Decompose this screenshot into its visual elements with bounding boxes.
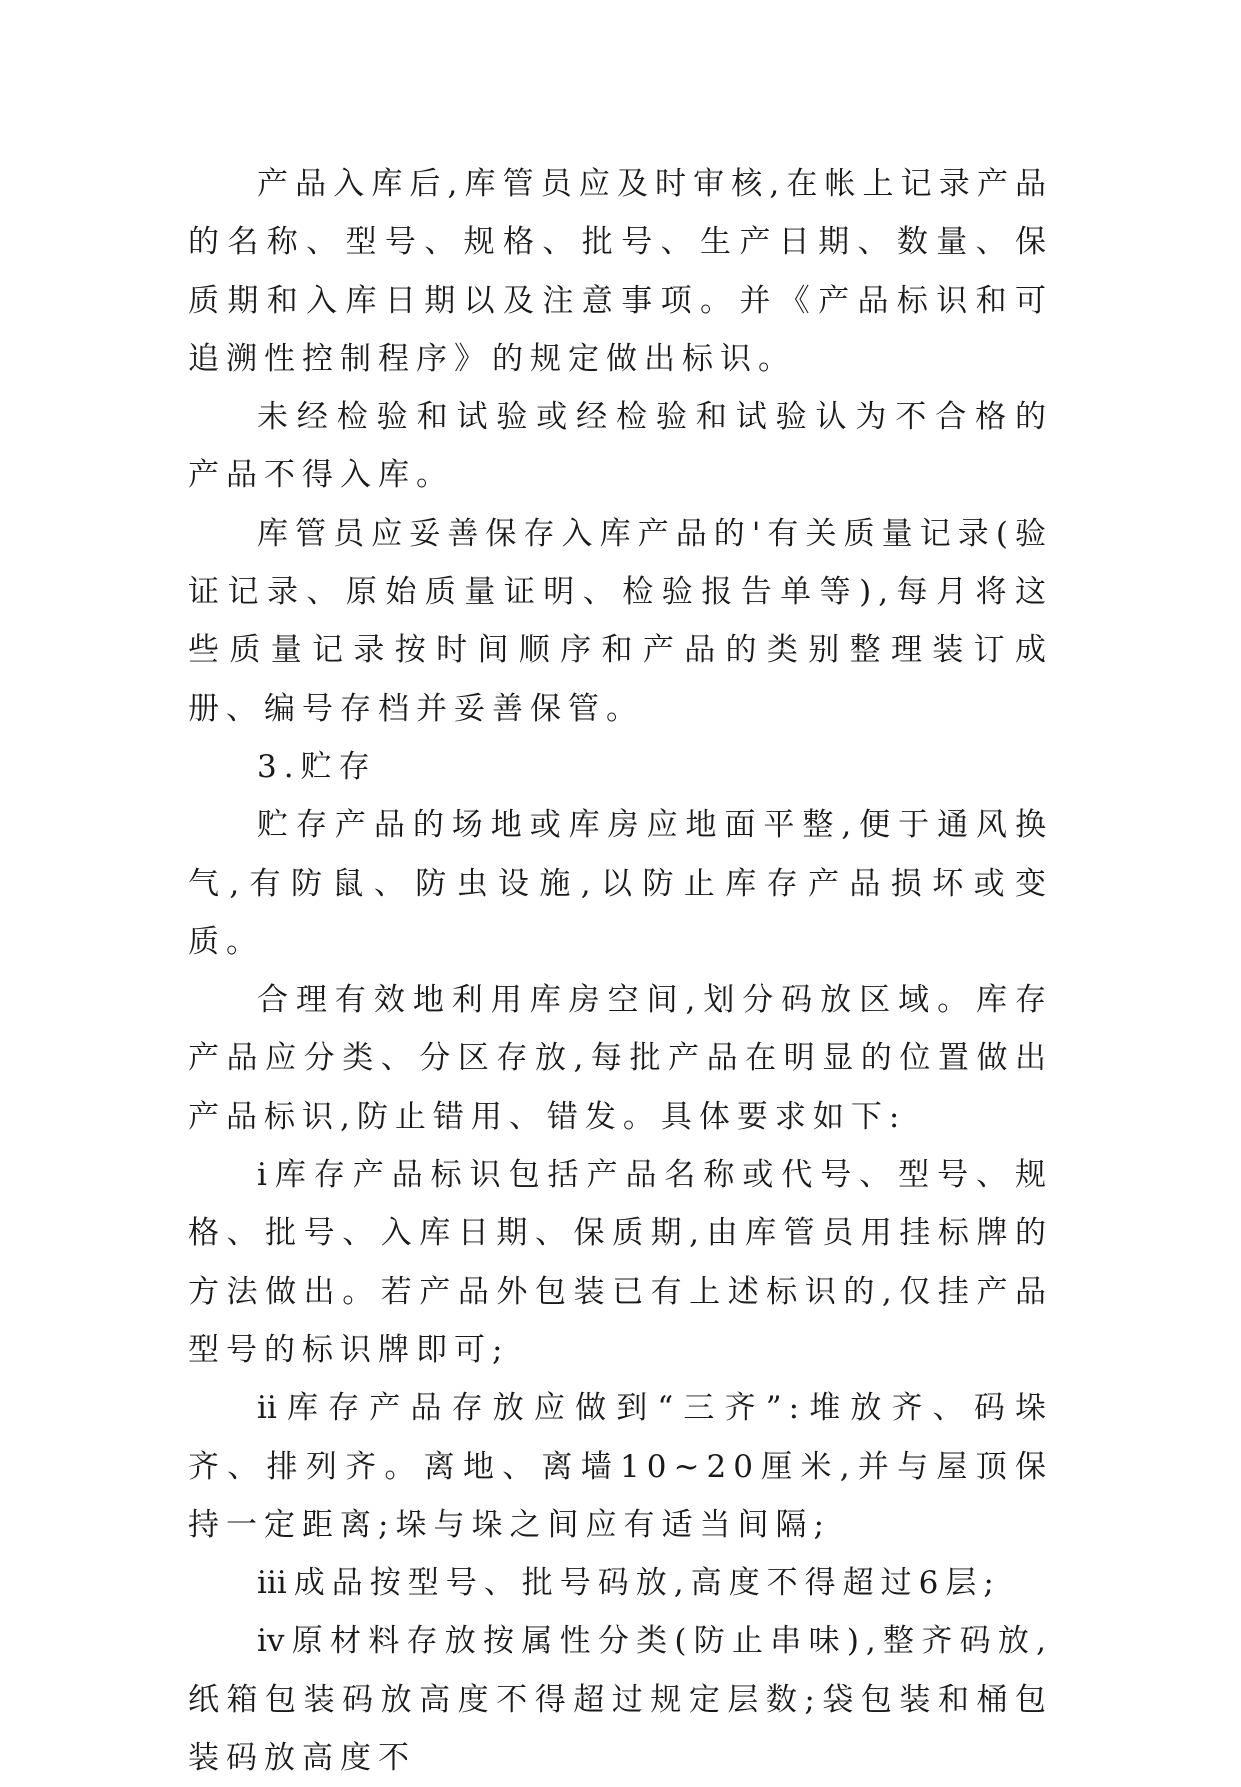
paragraph-no-unqualified: 未经检验和试验或经检验和试验认为不合格的产品不得入库。	[188, 399, 1053, 494]
paragraph-storage-entry: 产品入库后,库管员应及时审核,在帐上记录产品的名称、型号、规格、批号、生产日期、数量、保质期和入库日期以及注意事项。并《产品标识和可追溯性控制程序》的规定做出标识。	[188, 166, 1053, 377]
requirement-item-3: ⅲ成品按型号、批号码放,高度不得超过6层;	[257, 1565, 1001, 1602]
requirement-item-4: ⅳ原材料存放按属性分类(防止串味),整齐码放,纸箱包装码放高度不得超过规定层数;袋包装和桶包装码放高度不	[188, 1623, 1053, 1777]
requirement-item-1: ⅰ库存产品标识包括产品名称或代号、型号、规格、批号、入库日期、保质期,由库管员用挂标牌的方法做出。若产品外包装已有上述标识的,仅挂产品型号的标识牌即可;	[188, 1157, 1053, 1368]
paragraph-storage-zones: 合理有效地利用库房空间,划分码放区域。库存产品应分类、分区存放,每批产品在明显的位置做出产品标识,防止错用、错发。具体要求如下:	[188, 982, 1053, 1135]
section-heading-storage: 3.贮存	[257, 748, 377, 785]
document-page	[188, 155, 1053, 1787]
paragraph-storage-site: 贮存产品的场地或库房应地面平整,便于通风换气,有防鼠、防虫设施,以防止库存产品损坏或变质。	[188, 807, 1053, 960]
requirement-item-2: ⅱ库存产品存放应做到“三齐”:堆放齐、码垛齐、排列齐。离地、离墙10~20厘米,并与屋顶保持一定距离;垛与垛之间应有适当间隔;	[188, 1390, 1053, 1543]
paragraph-quality-records: 库管员应妥善保存入库产品的'有关质量记录(验证记录、原始质量证明、检验报告单等),每月将这些质量记录按时间顺序和产品的类别整理装订成册、编号存档并妥善保管。	[188, 515, 1053, 727]
